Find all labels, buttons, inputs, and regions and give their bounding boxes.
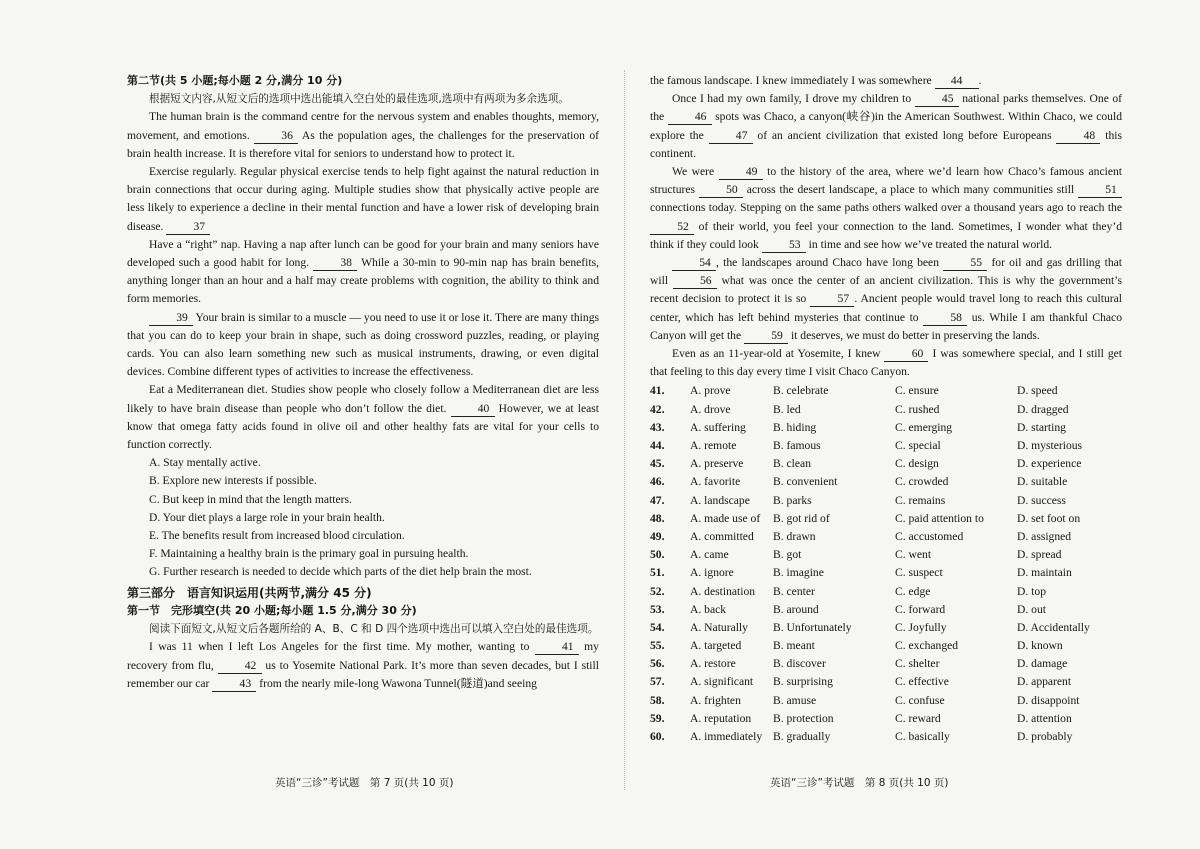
choice-a[interactable]: A. drove	[690, 402, 731, 416]
blank-44[interactable]: 44	[935, 74, 979, 89]
choice-b[interactable]: B. Unfortunately	[773, 620, 852, 634]
choice-row	[650, 710, 1122, 728]
question-number: 50.	[650, 548, 665, 562]
blank-39[interactable]: 39	[149, 311, 193, 326]
choice-a[interactable]: A. frighten	[690, 693, 741, 707]
option-c[interactable]: C. But keep in mind that the length matters.	[149, 492, 352, 506]
question-number: 60.	[650, 730, 665, 744]
choice-c[interactable]: C. suspect	[895, 566, 943, 580]
cloze-paragraph: We were 49 to the history of the area, where we’d learn how Chaco’s famous ancient structures 50 across the desert landscape, a place to which many communities still 51 connections today. Stepping on the same paths others walked over a thousand years ago to reach the 52 of their world, you feel your connection to the land. Sometimes, I wonder what they’d think if they could look 53 in time and see how we’ve treated the natural world.	[650, 165, 1122, 251]
answer-choices	[650, 382, 1122, 746]
choice-row	[650, 619, 1122, 637]
choice-b[interactable]: B. imagine	[773, 566, 824, 580]
choice-b[interactable]: B. protection	[773, 711, 834, 725]
choice-row	[650, 419, 1122, 437]
blank-50[interactable]: 50	[699, 183, 743, 198]
choice-c[interactable]: C. paid attention to	[895, 511, 984, 525]
blank-59[interactable]: 59	[744, 329, 788, 344]
question-number: 53.	[650, 602, 665, 616]
choice-b[interactable]: B. surprising	[773, 675, 833, 689]
option-e[interactable]: E. The benefits result from increased blood circulation.	[149, 529, 405, 543]
section2-instructions: 根据短文内容,从短文后的选项中选出能填入空白处的最佳选项,选项中有两项为多余选项。	[149, 93, 569, 106]
blank-57[interactable]: 57	[810, 292, 854, 307]
question-number: 51.	[650, 566, 665, 580]
choice-b[interactable]: B. drawn	[773, 529, 816, 543]
passage-paragraph: Exercise regularly. Regular physical exercise tends to help fight against the natural reduction in brain connections that occur during aging. Multiple studies show that physically active people are less likely to experience a decline in their mental function and have a lower risk of developing brain disease. 37	[127, 165, 599, 233]
choice-c[interactable]: C. special	[895, 439, 941, 453]
left-page	[127, 72, 599, 693]
question-number: 41.	[650, 384, 665, 398]
blank-47[interactable]: 47	[709, 129, 753, 144]
choice-c[interactable]: C. effective	[895, 675, 949, 689]
choice-d[interactable]: D. suitable	[1017, 475, 1068, 489]
choice-row	[650, 546, 1122, 564]
choice-row	[650, 382, 1122, 400]
question-number: 46.	[650, 475, 665, 489]
choice-row	[650, 401, 1122, 419]
cloze-paragraph: Once I had my own family, I drove my children to 45 national parks themselves. One of the 46 spots was Chaco, a canyon(峡谷)in the American Southwest. Within Chaco, we could explore the 47 of an ancient civilization that existed long before Europeans 48 this continent.	[650, 92, 1122, 160]
cloze-paragraph: Even as an 11-year-old at Yosemite, I knew 60 I was somewhere special, and I still get that feeling to this day every time I visit Chaco Canyon.	[650, 347, 1122, 379]
blank-45[interactable]: 45	[915, 92, 959, 107]
option-d[interactable]: D. Your diet plays a large role in your brain health.	[149, 510, 385, 524]
choice-c[interactable]: C. rushed	[895, 402, 940, 416]
choice-c[interactable]: C. Joyfully	[895, 620, 947, 634]
choice-row	[650, 510, 1122, 528]
question-number: 55.	[650, 639, 665, 653]
question-number: 42.	[650, 402, 665, 416]
choice-c[interactable]: C. design	[895, 457, 939, 471]
choice-d[interactable]: D. out	[1017, 602, 1046, 616]
choice-a[interactable]: A. remote	[690, 439, 737, 453]
choice-a[interactable]: A. prove	[690, 384, 731, 398]
blank-37[interactable]: 37	[166, 220, 210, 235]
choice-d[interactable]: D. damage	[1017, 657, 1068, 671]
choice-b[interactable]: B. hiding	[773, 420, 817, 434]
choice-row	[650, 492, 1122, 510]
choice-a[interactable]: A. Naturally	[690, 620, 748, 634]
choice-c[interactable]: C. crowded	[895, 475, 949, 489]
blank-52[interactable]: 52	[650, 220, 694, 235]
blank-60[interactable]: 60	[884, 347, 928, 362]
option-a[interactable]: A. Stay mentally active.	[149, 456, 261, 470]
choice-a[interactable]: A. targeted	[690, 639, 742, 653]
choice-a[interactable]: A. came	[690, 548, 729, 562]
choice-a[interactable]: A. committed	[690, 529, 754, 543]
question-number: 48.	[650, 511, 665, 525]
choice-b[interactable]: B. led	[773, 402, 801, 416]
passage-paragraph: Have a “right” nap. Having a nap after lunch can be good for your brain and many seniors have developed such a good habit for long. 38 While a 30-min to 90-min nap has brain benefits, anything longer than an hour and a half may create problems with cognition, the ability to think and form memories.	[127, 237, 599, 306]
choice-row	[650, 673, 1122, 691]
page-footer-right: 英语“三诊”考试题 第 8 页(共 10 页)	[770, 777, 949, 789]
choice-a[interactable]: A. significant	[690, 675, 754, 689]
choice-row	[650, 564, 1122, 582]
choice-c[interactable]: C. edge	[895, 584, 931, 598]
blank-46[interactable]: 46	[668, 110, 712, 125]
choice-a[interactable]: A. reputation	[690, 711, 752, 725]
page-divider	[624, 70, 625, 790]
question-number: 58.	[650, 693, 665, 707]
cloze-paragraph: I was 11 when I left Los Angeles for the first time. My mother, wanting to 41 my recovery from flu, 42 us to Yosemite National Park. It’s more than seven decades, but I still remember our car 43 from the nearly mile-long Wawona Tunnel(隧道)and seeing	[127, 640, 599, 690]
blank-58[interactable]: 58	[923, 311, 967, 326]
question-number: 44.	[650, 439, 665, 453]
choice-c[interactable]: C. remains	[895, 493, 946, 507]
choice-b[interactable]: B. convenient	[773, 475, 838, 489]
choice-d[interactable]: D. mysterious	[1017, 439, 1083, 453]
choice-c[interactable]: C. accustomed	[895, 529, 964, 543]
choice-a[interactable]: A. suffering	[690, 420, 746, 434]
choice-d[interactable]: D. spread	[1017, 548, 1062, 562]
choice-d[interactable]: D. set foot on	[1017, 511, 1081, 525]
passage-paragraph: Eat a Mediterranean diet. Studies show people who closely follow a Mediterranean diet are less likely to have brain disease than people who don’t follow the diet. 40 However, we at least know that omega fatty acids found in olive oil and other healthy fats are vital for your cells to function correctly.	[127, 383, 599, 452]
choice-d[interactable]: D. disappoint	[1017, 693, 1080, 707]
choice-d[interactable]: D. Accidentally	[1017, 620, 1090, 634]
right-page	[650, 72, 1122, 746]
blank-38[interactable]: 38	[313, 256, 357, 271]
choice-d[interactable]: D. starting	[1017, 420, 1066, 434]
cloze-paragraph: 54 , the landscapes around Chaco have long been 55 for oil and gas drilling that will 56 what was once the center of an ancient civilization. This is why the government’s recent decision to protect it is so 57 . Ancient people would travel long to reach this cultural center, which has left behind mysteries that continue to 58 us. While I am thankful Chaco Canyon will get the 59 it deserves, we must do better in preserving the lands.	[650, 256, 1122, 342]
choice-row	[650, 637, 1122, 655]
choice-d[interactable]: D. maintain	[1017, 566, 1072, 580]
choice-c[interactable]: C. ensure	[895, 384, 939, 398]
choice-d[interactable]: D. apparent	[1017, 675, 1072, 689]
choice-row	[650, 601, 1122, 619]
choice-a[interactable]: A. immediately	[690, 730, 763, 744]
choice-d[interactable]: D. known	[1017, 639, 1063, 653]
choice-c[interactable]: C. confuse	[895, 693, 945, 707]
choice-b[interactable]: B. gradually	[773, 730, 831, 744]
choice-d[interactable]: D. dragged	[1017, 402, 1069, 416]
question-number: 52.	[650, 584, 665, 598]
choice-row	[650, 473, 1122, 491]
option-g[interactable]: G. Further research is needed to decide which parts of the diet help brain the most.	[149, 565, 532, 579]
choice-a[interactable]: A. landscape	[690, 493, 750, 507]
choice-row	[650, 728, 1122, 746]
choice-b[interactable]: B. amuse	[773, 693, 817, 707]
question-number: 56.	[650, 657, 665, 671]
choice-row	[650, 655, 1122, 673]
choice-row	[650, 528, 1122, 546]
choice-a[interactable]: A. favorite	[690, 475, 741, 489]
blank-49[interactable]: 49	[719, 165, 763, 180]
blank-48[interactable]: 48	[1056, 129, 1100, 144]
question-number: 43.	[650, 420, 665, 434]
blank-53[interactable]: 53	[762, 238, 806, 253]
choice-a[interactable]: A. back	[690, 602, 727, 616]
choice-a[interactable]: A. destination	[690, 584, 756, 598]
choice-b[interactable]: B. clean	[773, 457, 811, 471]
question-number: 47.	[650, 493, 665, 507]
choice-a[interactable]: A. made use of	[690, 511, 761, 525]
section1-title: 第一节 完形填空(共 20 小题;每小题 1.5 分,满分 30 分)	[127, 603, 417, 617]
choice-b[interactable]: B. got	[773, 548, 802, 562]
choice-c[interactable]: C. shelter	[895, 657, 940, 671]
blank-51[interactable]: 51	[1078, 183, 1122, 198]
choice-d[interactable]: D. assigned	[1017, 529, 1072, 543]
choice-c[interactable]: C. basically	[895, 730, 950, 744]
choice-c[interactable]: C. exchanged	[895, 639, 959, 653]
choice-d[interactable]: D. success	[1017, 493, 1066, 507]
question-number: 45.	[650, 457, 665, 471]
blank-42[interactable]: 42	[218, 659, 262, 674]
choice-d[interactable]: D. experience	[1017, 457, 1082, 471]
section1-instructions: 阅读下面短文,从短文后各题所给的 A、B、C 和 D 四个选项中选出可以填入空白处的最佳选项。	[149, 623, 599, 636]
choice-b[interactable]: B. center	[773, 584, 815, 598]
blank-43[interactable]: 43	[212, 677, 256, 692]
question-number: 54.	[650, 620, 665, 634]
blank-54[interactable]: 54	[672, 256, 716, 271]
choice-row	[650, 455, 1122, 473]
blank-55[interactable]: 55	[943, 256, 987, 271]
blank-36[interactable]: 36	[254, 129, 298, 144]
page-footer-left: 英语“三诊”考试题 第 7 页(共 10 页)	[275, 777, 454, 789]
question-number: 59.	[650, 711, 665, 725]
option-f[interactable]: F. Maintaining a healthy brain is the primary goal in pursuing health.	[149, 547, 469, 561]
choice-d[interactable]: D. speed	[1017, 384, 1058, 398]
choice-c[interactable]: C. emerging	[895, 420, 953, 434]
choice-b[interactable]: B. famous	[773, 439, 821, 453]
part3-title: 第三部分 语言知识运用(共两节,满分 45 分)	[127, 585, 372, 600]
choice-d[interactable]: D. attention	[1017, 711, 1072, 725]
choice-c[interactable]: C. forward	[895, 602, 946, 616]
choice-row	[650, 583, 1122, 601]
choice-b[interactable]: B. parks	[773, 493, 812, 507]
passage-paragraph: The human brain is the command centre for the nervous system and enables thoughts, memory, movement, and emotions. 36 As the population ages, the challenges for the preservation of brain health increase. It is therefore vital for seniors to understand how to protect it.	[127, 110, 599, 160]
choice-a[interactable]: A. preserve	[690, 457, 744, 471]
choice-b[interactable]: B. celebrate	[773, 384, 829, 398]
choice-c[interactable]: C. went	[895, 548, 932, 562]
blank-56[interactable]: 56	[673, 274, 717, 289]
choice-row	[650, 692, 1122, 710]
choice-b[interactable]: B. around	[773, 602, 819, 616]
question-number: 49.	[650, 529, 665, 543]
blank-41[interactable]: 41	[535, 640, 579, 655]
choice-row	[650, 437, 1122, 455]
choice-a[interactable]: A. restore	[690, 657, 736, 671]
choice-c[interactable]: C. reward	[895, 711, 941, 725]
choice-b[interactable]: B. got rid of	[773, 511, 830, 525]
cloze-paragraph: the famous landscape. I knew immediately I was somewhere 44 .	[650, 74, 982, 87]
choice-d[interactable]: D. probably	[1017, 730, 1073, 744]
passage-paragraph: 39 Your brain is similar to a muscle — you need to use it or lose it. There are many things that you can do to keep your brain in shape, such as doing crossword puzzles, reading, or playing cards. You can also learn something new such as musical instruments, drawing, or even digital devices. Combine different types of activities to increase the effectiveness.	[127, 310, 600, 379]
option-b[interactable]: B. Explore new interests if possible.	[149, 474, 317, 488]
blank-40[interactable]: 40	[451, 402, 495, 417]
choice-d[interactable]: D. top	[1017, 584, 1046, 598]
choice-b[interactable]: B. meant	[773, 639, 815, 653]
choice-b[interactable]: B. discover	[773, 657, 826, 671]
choice-a[interactable]: A. ignore	[690, 566, 734, 580]
section2-title: 第二节(共 5 小题;每小题 2 分,满分 10 分)	[127, 74, 343, 87]
question-number: 57.	[650, 675, 665, 689]
